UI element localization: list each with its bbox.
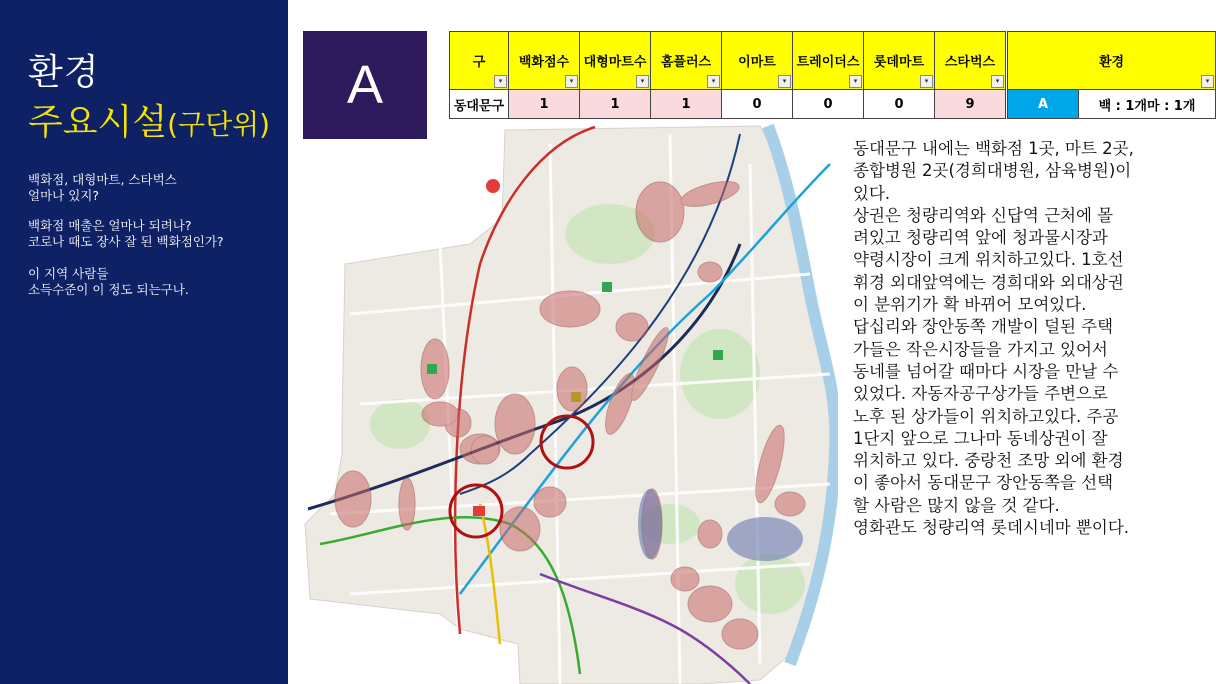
facility-stats-table — [449, 31, 1006, 119]
table-header-row — [450, 32, 1006, 90]
description-line: 동대문구 내에는 백화점 1곳, 마트 2곳, — [853, 139, 1134, 158]
filter-dropdown-icon[interactable]: ▾ — [565, 75, 578, 88]
description-line: 이 좋아서 동대문구 장안동쪽을 선택 — [853, 473, 1114, 493]
sidebar-paragraph-1 — [28, 172, 278, 204]
description-line: 위치하고 있다. 중랑천 조망 외에 환경 — [853, 451, 1124, 471]
sidebar-paragraph-2 — [28, 218, 278, 250]
emart-count-cell[interactable]: 0 — [722, 90, 793, 119]
description-line: 가들은 작은시장들을 가지고 있어서 — [853, 339, 1108, 359]
description-line: 답십리와 장안동쪽 개발이 덜된 주택 — [853, 317, 1114, 337]
description-line: 상권은 청량리역와 신답역 근처에 몰 — [853, 205, 1114, 225]
starbucks-count-cell[interactable]: 9 — [935, 90, 1006, 119]
header-label: 구 — [472, 55, 486, 70]
header-cell[interactable] — [935, 32, 1006, 90]
header-cell[interactable] — [450, 32, 509, 90]
header-label: 스타벅스 — [944, 55, 996, 70]
environment-grade-cell[interactable]: A — [1008, 90, 1079, 119]
description-line: 할 사람은 많지 않을 것 같다. — [853, 495, 1060, 515]
table-header-row — [1008, 32, 1216, 90]
header-cell[interactable] — [651, 32, 722, 90]
header-cell[interactable] — [722, 32, 793, 90]
grade-badge: A — [303, 31, 427, 139]
filter-dropdown-icon[interactable]: ▾ — [991, 75, 1004, 88]
department-store-count-cell[interactable]: 1 — [509, 90, 580, 119]
header-label: 롯데마트 — [873, 55, 925, 70]
sidebar-line: 코로나 때도 장사 잘 된 백화점인가? — [28, 234, 224, 249]
header-cell[interactable] — [1008, 32, 1216, 90]
subtitle-main: 주요시설 — [28, 102, 168, 143]
description-line: 동네를 넘어갈 때마다 시장을 만날 수 — [853, 361, 1119, 381]
header-cell[interactable] — [864, 32, 935, 90]
filter-dropdown-icon[interactable]: ▾ — [778, 75, 791, 88]
description-line: 1단지 앞으로 그나마 동네상권이 잘 — [853, 428, 1108, 448]
filter-dropdown-icon[interactable]: ▾ — [849, 75, 862, 88]
filter-dropdown-icon[interactable]: ▾ — [1201, 75, 1214, 88]
description-line: 약령시장이 크게 위치하고있다. 1호선 — [853, 250, 1124, 270]
header-label: 백화점수 — [518, 55, 570, 70]
table-row — [1008, 90, 1216, 119]
description-line: 있다. — [853, 183, 891, 203]
traders-count-cell[interactable]: 0 — [793, 90, 864, 119]
header-cell[interactable] — [580, 32, 651, 90]
description-line: 종합병원 2곳(경희대병원, 삼육병원)이 — [853, 161, 1132, 181]
district-map[interactable] — [290, 124, 838, 684]
district-cell[interactable]: 동대문구 — [450, 90, 509, 119]
sidebar-paragraph-3 — [28, 266, 278, 298]
environment-summary-cell[interactable]: 백 : 1개마 : 1개 — [1079, 90, 1216, 119]
header-label: 홈플러스 — [660, 55, 712, 70]
sidebar — [0, 0, 288, 684]
lottemart-count-cell[interactable]: 0 — [864, 90, 935, 119]
environment-table — [1007, 31, 1216, 119]
large-mart-count-cell[interactable]: 1 — [580, 90, 651, 119]
filter-dropdown-icon[interactable]: ▾ — [920, 75, 933, 88]
filter-dropdown-icon[interactable]: ▾ — [494, 75, 507, 88]
header-label: 트레이더스 — [796, 55, 860, 70]
description-line: 영화관도 청량리역 롯데시네마 뿐이다. — [853, 518, 1130, 538]
sidebar-line: 소득수준이 이 정도 되는구나. — [28, 282, 189, 297]
description-line: 려있고 청량리역 앞에 청과물시장과 — [853, 228, 1108, 248]
homeplus-count-cell[interactable]: 1 — [651, 90, 722, 119]
district-description — [853, 138, 1211, 539]
subtitle-unit: (구단위) — [167, 108, 271, 141]
header-label: 이마트 — [738, 55, 776, 70]
sidebar-subtitle — [28, 94, 270, 145]
sidebar-line: 얼마나 있지? — [28, 188, 99, 203]
header-cell[interactable] — [793, 32, 864, 90]
header-cell[interactable] — [509, 32, 580, 90]
description-line: 있었다. 자동자공구상가들 주변으로 — [853, 384, 1108, 404]
sidebar-line: 백화점 매출은 얼마나 되려나? — [28, 218, 192, 233]
description-line: 노후 된 상가들이 위치하고있다. 주공 — [853, 406, 1119, 426]
description-line: 이 분위기가 확 바뀌어 모여있다. — [853, 295, 1087, 315]
filter-dropdown-icon[interactable]: ▾ — [707, 75, 720, 88]
table-row — [450, 90, 1006, 119]
sidebar-title: 환경 — [28, 52, 100, 93]
header-label: 대형마트수 — [583, 55, 647, 70]
sidebar-line: 이 지역 사람들 — [28, 266, 109, 281]
header-label: 환경 — [1098, 55, 1125, 70]
filter-dropdown-icon[interactable]: ▾ — [636, 75, 649, 88]
sidebar-line: 백화점, 대형마트, 스타벅스 — [28, 172, 177, 187]
description-line: 휘경 외대앞역에는 경희대와 외대상권 — [853, 272, 1124, 292]
